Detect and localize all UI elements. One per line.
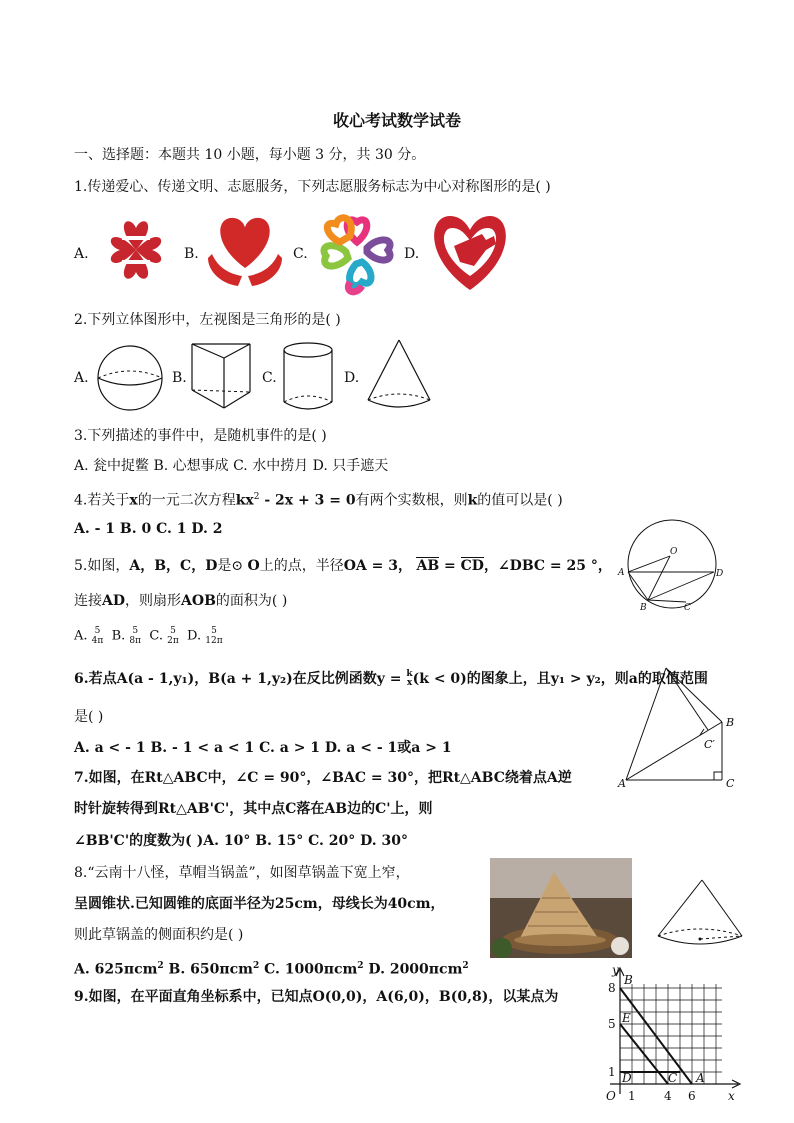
q7-line3: ∠BB'C'的度数为( )A. 10° B. 15° C. 20° D. 30° — [74, 833, 409, 849]
q1-label-c: C. — [293, 246, 308, 262]
logo-c-colored-hearts — [312, 206, 402, 298]
q9-line1: 9.如图，在平面直角坐标系中，已知点O(0,0)，A(6,0)，B(0,8)，以某点为 — [74, 989, 559, 1005]
q8-line1: 8.“云南十八怪，草帽当锅盖”，如图草锅盖下宽上窄， — [74, 865, 410, 881]
q7-line2: 时针旋转得到Rt△AB'C'，其中点C落在AB边的C'上，则 — [74, 801, 433, 817]
sphere-figure — [92, 344, 168, 412]
svg-text:y: y — [612, 963, 619, 977]
q3-stem: 3.下列描述的事件中，是随机事件的是( ) — [74, 428, 327, 444]
q6-line2: 是( ) — [74, 709, 104, 725]
svg-text:B: B — [640, 603, 647, 613]
q2-label-a: A. — [74, 370, 89, 386]
q8-cone-figure — [652, 876, 746, 954]
q6-options: A. a < - 1 B. - 1 < a < 1 C. a > 1 D. a < - 1或a > 1 — [74, 740, 452, 756]
svg-text:E: E — [622, 1011, 631, 1025]
cone-figure — [364, 338, 434, 414]
q8-options: A. 625πcm$^2$ B. 650πcm$^2$ C. 1000πcm$^2$ D. 2000πcm$^2$ — [74, 961, 469, 978]
page-title: 收心考试数学试卷 — [332, 111, 461, 130]
svg-text:1: 1 — [608, 1065, 616, 1079]
q7-triangle-figure — [616, 660, 746, 796]
q5-circle-figure — [614, 514, 728, 614]
q2-label-b: B. — [172, 370, 187, 386]
svg-text:4: 4 — [664, 1089, 672, 1103]
svg-text:1: 1 — [628, 1089, 636, 1103]
svg-text:C: C — [668, 1071, 678, 1085]
q2-label-c: C. — [262, 370, 277, 386]
q1-stem: 1.传递爱心、传递文明、志愿服务，下列志愿服务标志为中心对称图形的是( ) — [74, 179, 551, 195]
svg-text:C: C — [726, 777, 735, 790]
q6-line1: 6.若点A(a - 1,y₁)，B(a + 1,y₂)在反比例函数y = k x(k < 0)的图象上，且y₁ > y₂，则a的取值范围 — [74, 669, 708, 688]
svg-text:C′: C′ — [704, 738, 715, 751]
q4-options: A. - 1 B. 0 C. 1 D. 2 — [74, 521, 223, 537]
q3-options: A. 瓮中捉鳖 B. 心想事成 C. 水中捞月 D. 只手遮天 — [74, 458, 389, 474]
svg-text:D: D — [622, 1071, 632, 1085]
svg-text:x: x — [728, 1089, 735, 1103]
triangular-prism-figure — [188, 340, 254, 412]
q1-label-b: B. — [184, 246, 199, 262]
q1-label-d: D. — [404, 246, 420, 262]
q1-label-a: A. — [74, 246, 89, 262]
svg-text:O: O — [606, 1089, 616, 1103]
straw-pot-lid-photo — [490, 858, 632, 958]
q8-line2: 呈圆锥状.已知圆锥的底面半径为25cm，母线长为40cm， — [74, 896, 445, 912]
logo-b-heart-hands — [202, 210, 288, 292]
section-heading: 一、选择题：本题共 10 小题，每小题 3 分，共 30 分。 — [74, 147, 426, 163]
cylinder-figure — [280, 340, 336, 414]
svg-text:B: B — [624, 973, 633, 987]
svg-text:A: A — [618, 568, 625, 578]
q5-line2: 连接AD，则扇形AOB的面积为( ) — [74, 593, 288, 609]
logo-d-heart-hand — [424, 210, 516, 294]
q5-line1: 5.如图，A，B，C，D是⊙ O上的点，半径OA = 3， AB = CD，∠DBC = 25 °， — [74, 558, 612, 574]
svg-text:C: C — [684, 603, 691, 613]
svg-text:B: B — [726, 716, 735, 729]
q4-stem: 4.若关于x的一元二次方程$kx^2 - 2x + 3 = 0$有两个实数根，则k的值可以是( ) — [74, 492, 563, 509]
q9-coordinate-figure — [596, 962, 746, 1106]
q8-line3: 则此草锅盖的侧面积约是( ) — [74, 927, 244, 943]
q2-label-d: D. — [344, 370, 360, 386]
q5-options: A. 5 4π B. 5 8π C. 5 2π D. 5 12π — [74, 626, 223, 646]
q2-stem: 2.下列立体图形中，左视图是三角形的是( ) — [74, 312, 341, 328]
svg-text:5: 5 — [608, 1017, 616, 1031]
logo-a-clover-hearts — [92, 214, 180, 286]
svg-text:A: A — [618, 777, 626, 790]
svg-text:8: 8 — [608, 981, 616, 995]
q7-line1: 7.如图，在Rt△ABC中，∠C = 90°，∠BAC = 30°，把Rt△ABC绕着点A逆 — [74, 770, 572, 786]
svg-text:6: 6 — [688, 1089, 696, 1103]
svg-text:D: D — [716, 569, 724, 579]
svg-text:A: A — [696, 1071, 705, 1085]
svg-text:O: O — [670, 547, 678, 557]
